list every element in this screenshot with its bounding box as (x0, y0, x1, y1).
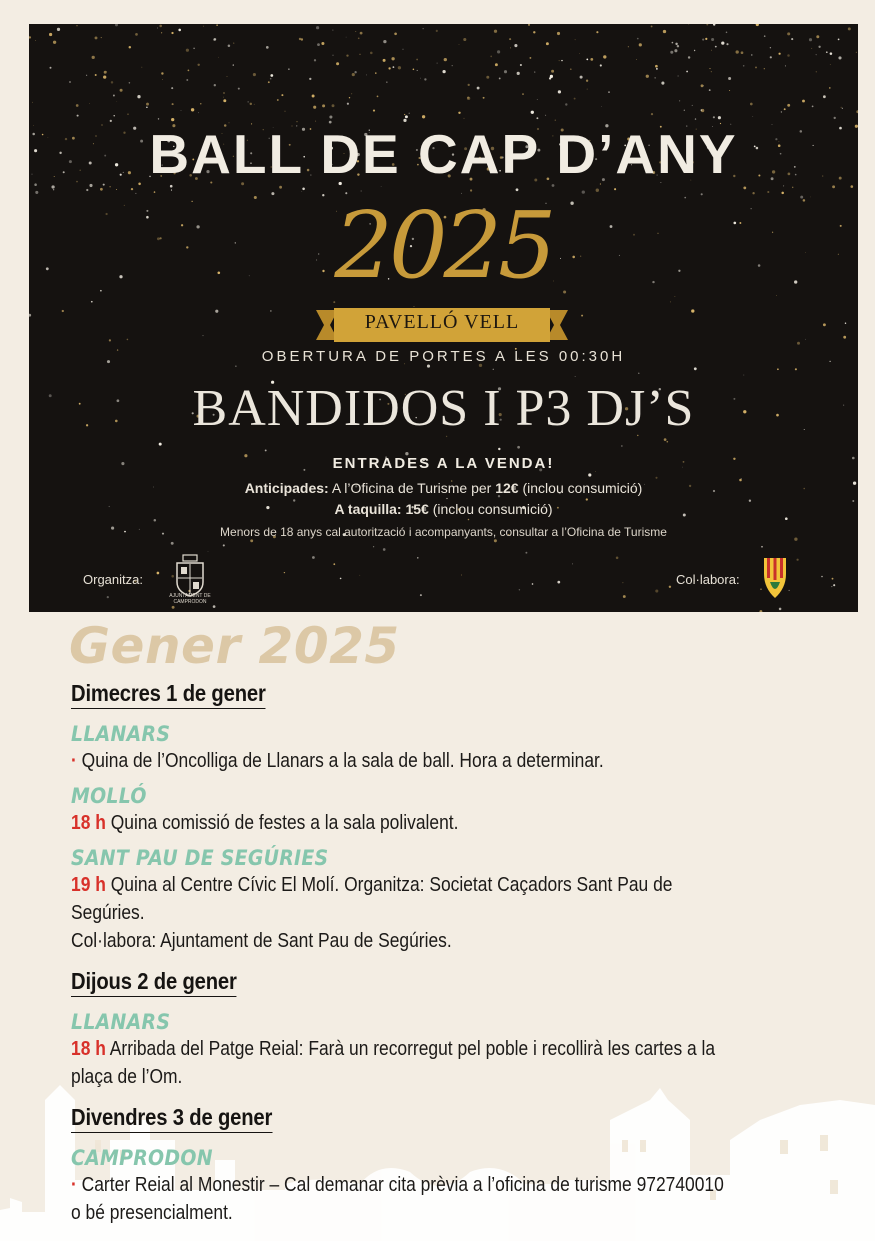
event-time: 18 h (71, 811, 106, 834)
event-text: Arribada del Patge Reial: Farà un recorregut pel poble i recollirà les cartes a la (109, 1037, 716, 1060)
event-description (71, 809, 743, 837)
event-poster (29, 24, 858, 612)
tickets-heading: ENTRADES A LA VENDA! (332, 455, 555, 472)
event-time: 18 h (71, 1037, 106, 1060)
poster-band: BANDIDOS I P3 DJ’S (192, 380, 695, 437)
collaborator-label: Col·labora: (676, 572, 740, 587)
agenda (71, 615, 771, 1227)
crest-caption: AJUNTAMENT DE CAMPRODON (169, 593, 211, 605)
day-block (71, 1103, 771, 1227)
event-description (71, 1035, 743, 1063)
day-heading: Dimecres 1 de gener (71, 679, 266, 709)
day-heading: Dijous 2 de gener (71, 967, 237, 997)
organizer-label: Organitza: (83, 572, 143, 587)
month-heading: Gener 2025 (69, 617, 400, 675)
event-text: Quina de l’Oncolliga de Llanars a la sala de ball. Hora a determinar. (81, 749, 604, 772)
event-description-continued: plaça de l’Om. (71, 1065, 183, 1088)
town-name: SANT PAU DE SEGÚRIES (71, 846, 329, 870)
day-block (71, 679, 771, 955)
town-name: LLANARS (71, 722, 171, 746)
advance-text: A l’Oficina de Turisme per (331, 480, 492, 496)
day-block (71, 967, 771, 1091)
door-label: A taquilla: (334, 501, 402, 517)
event-text: Quina al Centre Cívic El Molí. Organitza: Societat Caçadors Sant Pau de Segúries. (71, 873, 673, 924)
poster-venue: PAVELLÓ VELL (364, 311, 520, 333)
event-description (71, 871, 743, 927)
advance-note: (inclou consumició) (522, 480, 643, 496)
event-text: Quina comissió de festes a la sala polivalent. (110, 811, 459, 834)
town-name: CAMPRODON (71, 1146, 213, 1170)
bullet: · (71, 1173, 77, 1196)
door-price: 15€ (405, 501, 429, 517)
day-heading: Divendres 3 de gener (71, 1103, 272, 1133)
minors-note: Menors de 18 anys cal autorització i acompanyants, consultar a l’Oficina de Turisme (220, 525, 667, 539)
advance-label: Anticipades: (244, 480, 329, 496)
door-ticket-line (29, 501, 858, 517)
event-description (71, 747, 743, 775)
poster-doors-time: OBERTURA DE PORTES A LES 00:30H (261, 348, 626, 365)
shield-flag-icon (762, 556, 788, 600)
town-name: MOLLÓ (71, 784, 147, 808)
bullet: · (71, 749, 77, 772)
door-note: (inclou consumició) (432, 501, 553, 517)
event-description-continued: Col·labora: Ajuntament de Sant Pau de Segúries. (71, 929, 452, 952)
poster-title: BALL DE CAP D’ANY (149, 123, 738, 185)
advance-ticket-line (29, 480, 858, 496)
event-time: 19 h (71, 873, 106, 896)
event-description (71, 1171, 743, 1199)
event-description-continued: o bé presencialment. (71, 1201, 233, 1224)
event-text: Carter Reial al Monestir – Cal demanar cita prèvia a l’oficina de turisme 972740010 (81, 1173, 724, 1196)
advance-price: 12€ (495, 480, 519, 496)
poster-year: 2025 (334, 192, 553, 299)
town-name: LLANARS (71, 1010, 171, 1034)
